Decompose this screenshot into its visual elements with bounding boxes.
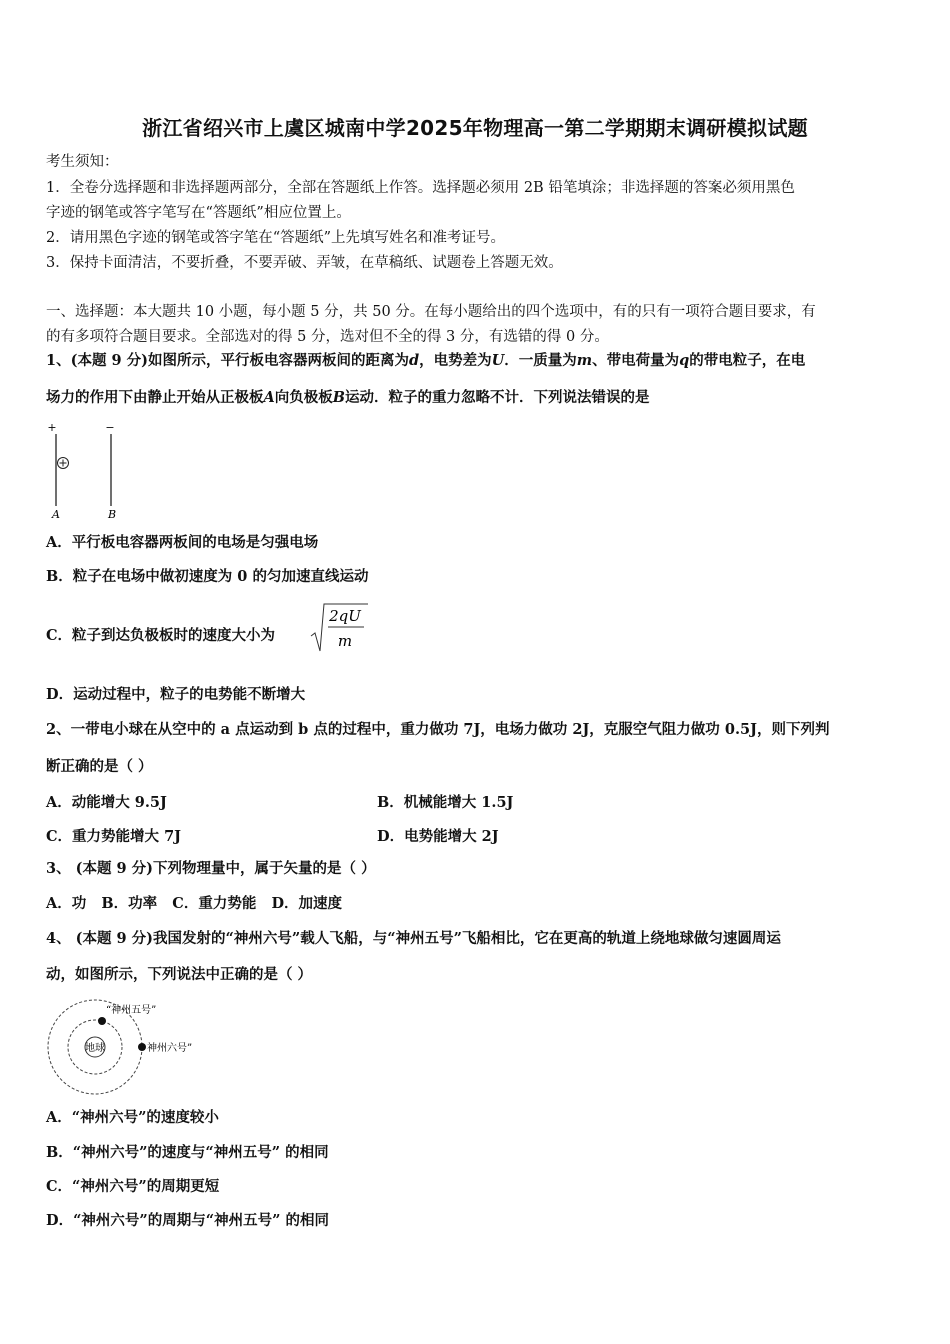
q1-var-A: A: [263, 389, 275, 406]
question-2-stem: 断正确的是（ ）: [46, 758, 153, 775]
orbit-figure: [40, 998, 220, 1098]
q1-text: 、带电荷量为: [592, 352, 680, 369]
question-3-stem: 3、 (本题 9 分)下列物理量中，属于矢量的是（ ）: [46, 860, 376, 877]
shenzhou-6-icon: [138, 1043, 146, 1051]
charged-particle-icon: [58, 458, 69, 469]
page-title: 浙江省绍兴市上虞区城南中学2025年物理高一第二学期期末调研模拟试题: [142, 116, 808, 140]
q4-option-d: D．“神州六号”的周期与“神州五号” 的相同: [46, 1212, 329, 1229]
q4-option-c: C．“神州六号”的周期更短: [46, 1178, 220, 1195]
q1-text: ．一质量为: [504, 352, 577, 369]
formula-denominator: m: [337, 632, 353, 650]
q1-text: 1、(本题 9 分)如图所示，平行板电容器两板间的距离为: [46, 352, 409, 369]
notice-item: 3．保持卡面清洁，不要折叠，不要弄破、弄皱，在草稿纸、试题卷上答题无效。: [46, 255, 563, 271]
q1-var-d: d: [409, 352, 420, 369]
question-1-stem: [46, 388, 910, 408]
q1-option-d: D．运动过程中，粒子的电势能不断增大: [46, 686, 306, 703]
minus-sign: −: [105, 421, 115, 434]
notice-item: 2．请用黑色字迹的钢笔或答字笔在“答题纸”上先填写姓名和准考证号。: [46, 230, 506, 246]
notice-heading: 考生须知：: [46, 154, 119, 170]
q4-option-a: A．“神州六号”的速度较小: [46, 1109, 219, 1126]
question-4-stem: 4、 (本题 9 分)我国发射的“神州六号”载人飞船，与“神州五号”飞船相比，它在更高的轨道上绕地球做匀速圆周运: [46, 930, 781, 947]
notice-item: 1．全卷分选择题和非选择题两部分，全部在答题纸上作答。选择题必须用 2B 铅笔填涂；非选择题的答案必须用黑色: [46, 180, 795, 196]
sqrt-formula: [308, 600, 370, 654]
label-B: B: [107, 508, 117, 521]
section-heading: 的有多项符合题目要求。全部选对的得 5 分，选对但不全的得 3 分，有选错的得 0 分。: [46, 329, 609, 345]
q1-option-c: C．粒子到达负极板时的速度大小为: [46, 627, 276, 644]
q1-text: ，电势差为: [419, 352, 492, 369]
question-2-stem: 2、一带电小球在从空中的 a 点运动到 b 点的过程中，重力做功 7J，电场力做功 2J，克服空气阻力做功 0.5J，则下列判: [46, 721, 830, 738]
q1-var-U: U: [491, 352, 505, 369]
formula-numerator: 2qU: [329, 607, 361, 625]
capacitor-figure: [40, 420, 130, 522]
notice-item: 字迹的钢笔或答字笔写在“答题纸”相应位置上。: [46, 205, 351, 221]
q1-var-m: m: [576, 352, 593, 369]
q1-text: 场力的作用下由静止开始从正极板: [46, 389, 264, 406]
shenzhou-6-label: 神州六号”: [147, 1043, 193, 1054]
q2-option-b: B．机械能增大 1.5J: [377, 794, 514, 811]
q1-text: 的带电粒子，在电: [689, 352, 806, 369]
q2-option-c: C．重力势能增大 7J: [46, 828, 182, 845]
earth-label: 地球: [85, 1043, 105, 1054]
q1-text: 向负极板: [274, 389, 333, 406]
shenzhou-5-icon: [98, 1017, 106, 1025]
shenzhou-5-label: “神州五号”: [106, 1005, 157, 1016]
q2-option-a: A．动能增大 9.5J: [46, 794, 167, 811]
question-1-stem: [46, 351, 910, 371]
section-heading: 一、选择题：本大题共 10 小题，每小题 5 分，共 50 分。在每小题给出的四个选项中，有的只有一项符合题目要求，有: [46, 304, 816, 320]
q1-var-B: B: [332, 389, 346, 406]
q4-option-b: B．“神州六号”的速度与“神州五号” 的相同: [46, 1144, 329, 1161]
q1-option-a: A．平行板电容器两板间的电场是匀强电场: [46, 534, 319, 551]
q1-option-b: B．粒子在电场中做初速度为 0 的匀加速直线运动: [46, 568, 369, 585]
plus-sign: +: [47, 421, 57, 434]
q2-option-d: D．电势能增大 2J: [377, 828, 499, 845]
question-4-stem: 动，如图所示，下列说法中正确的是（ ）: [46, 966, 313, 983]
q3-options: A．功 B．功率 C．重力势能 D．加速度: [46, 895, 343, 912]
q1-text: 运动．粒子的重力忽略不计．下列说法错误的是: [345, 389, 650, 406]
q1-var-q: q: [679, 352, 690, 369]
label-A: A: [52, 508, 60, 521]
